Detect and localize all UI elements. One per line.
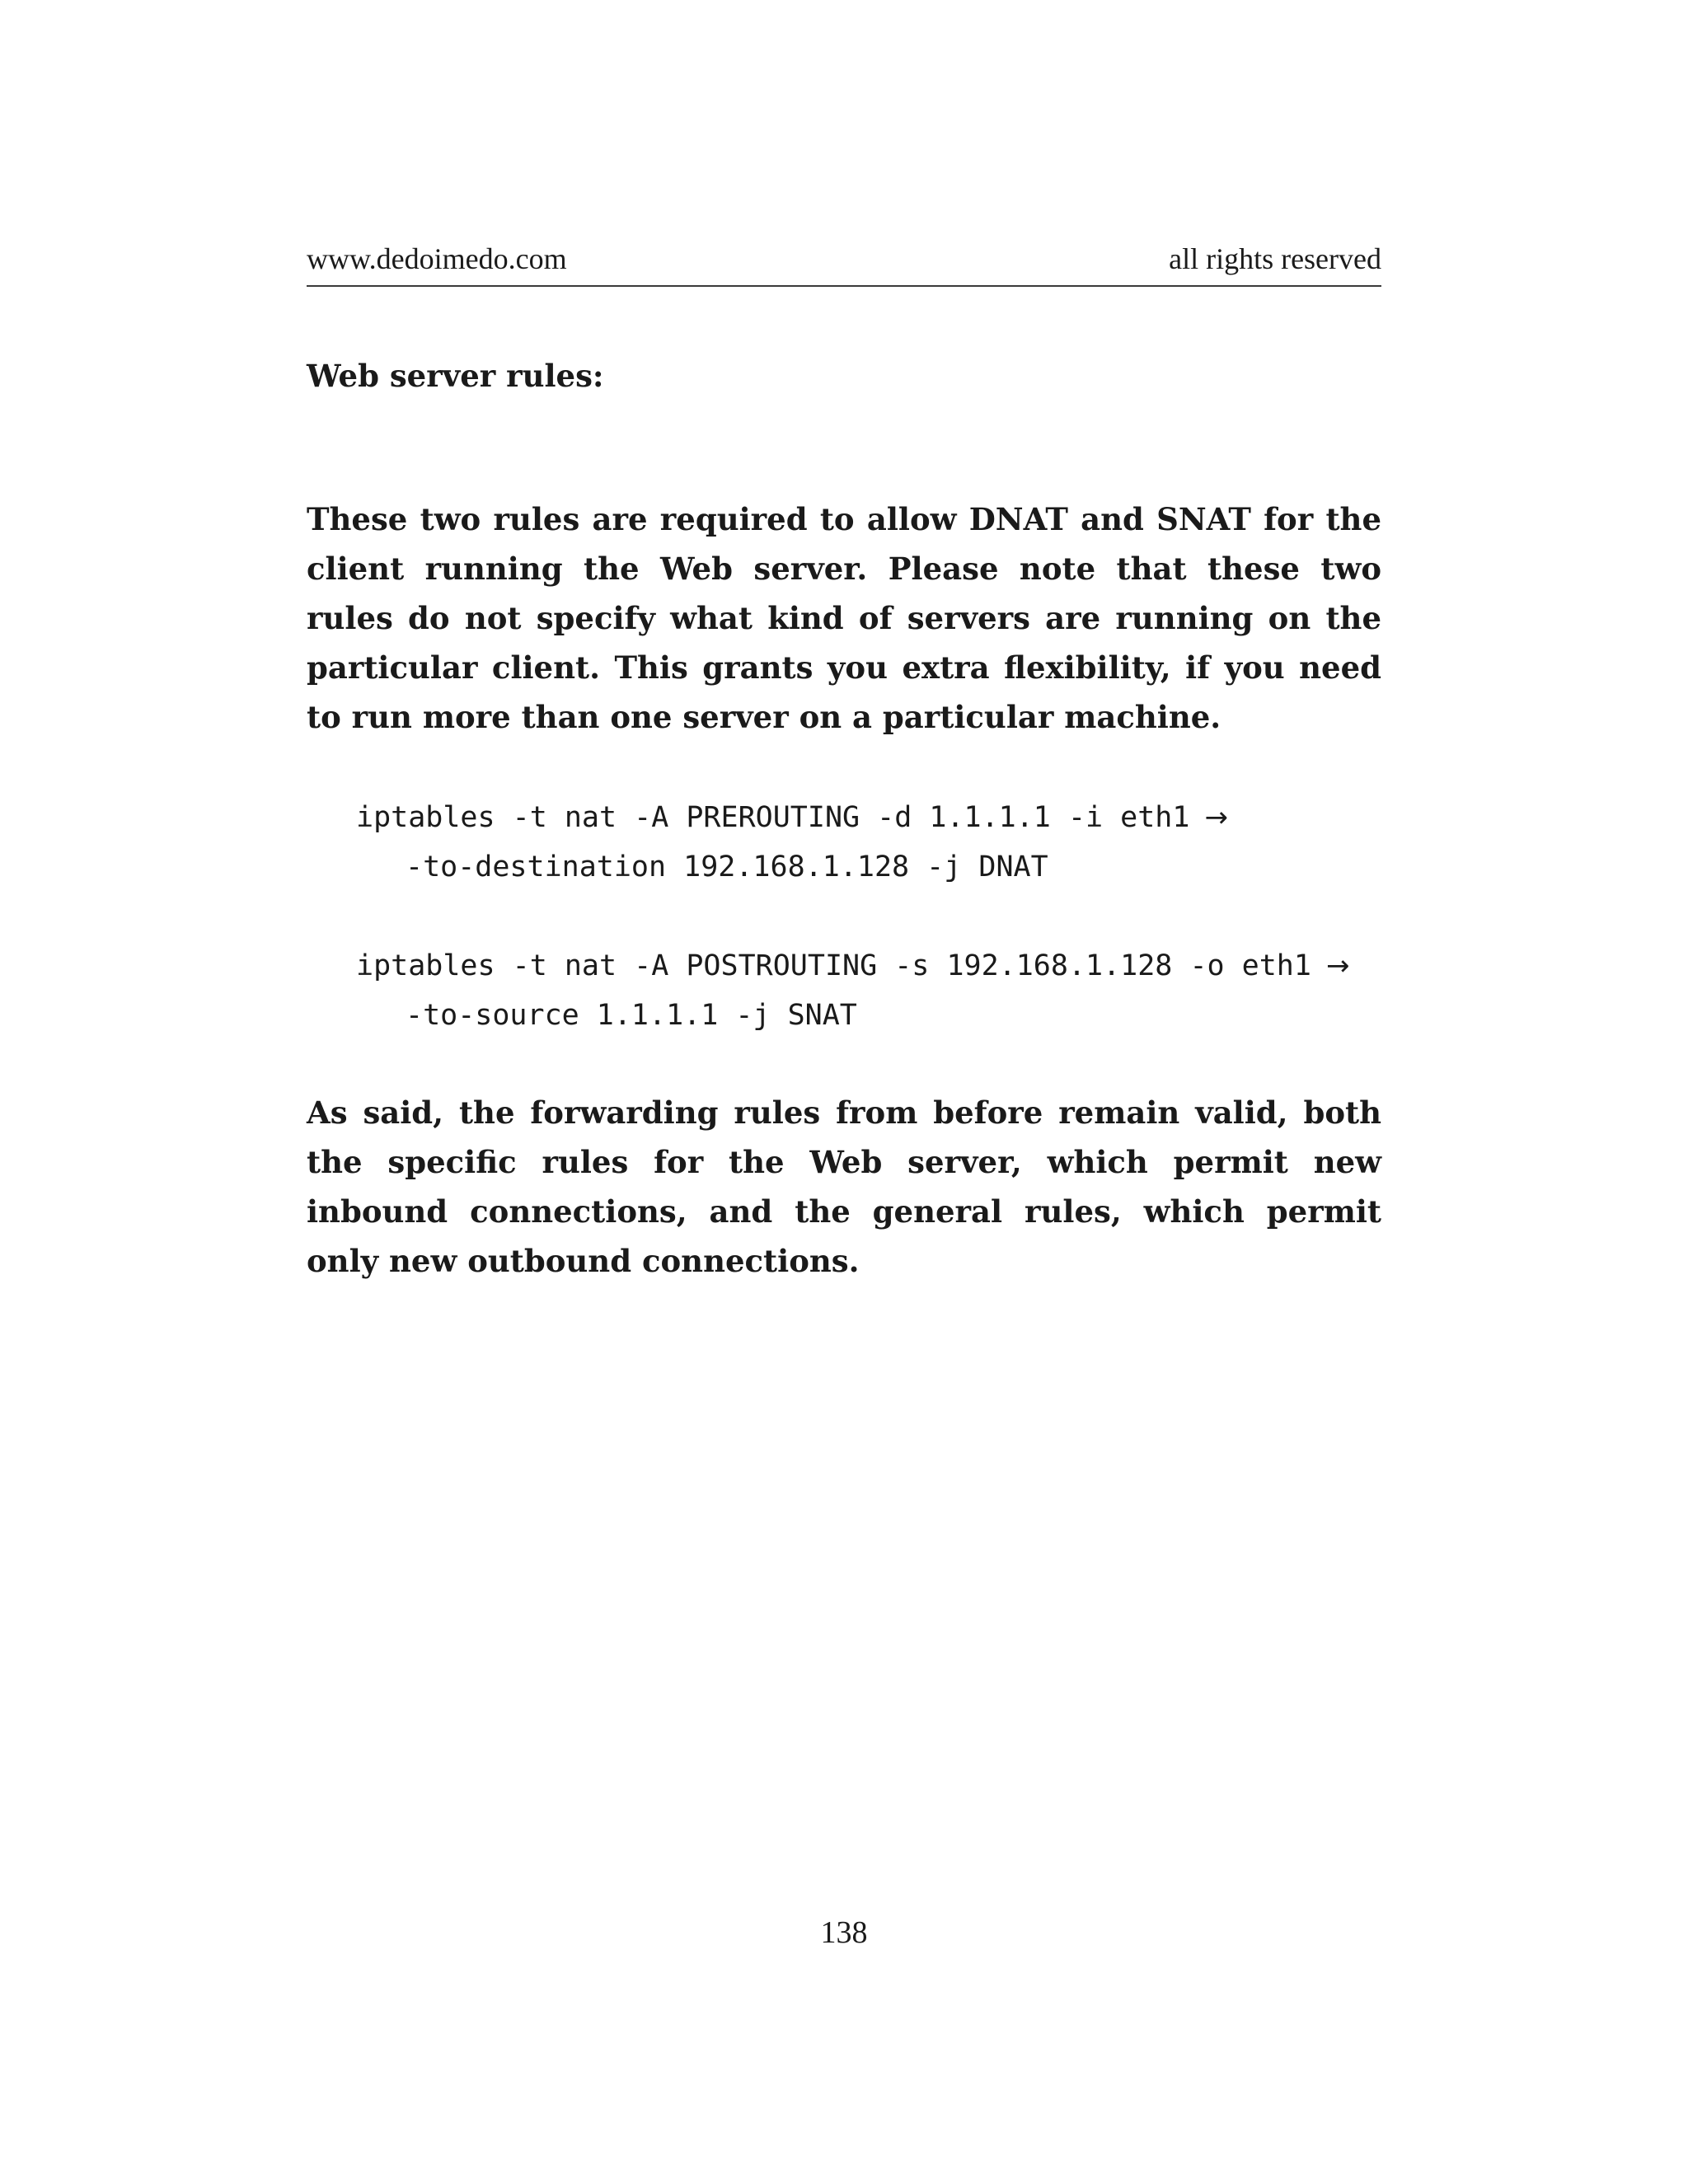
- code-line: [356, 941, 1370, 991]
- paragraph-intro: These two rules are required to allow DNAT and SNAT for the client running the Web server. Please note that these two rules do not specify what kind of servers are running on the particular client. This grants you extra flexibility, if you need to run more than one server on a particular machine.: [307, 501, 1381, 735]
- code-continuation: -to-destination 192.168.1.128 -j DNAT: [406, 851, 1048, 883]
- code-block-prerouting: [356, 793, 1370, 892]
- code-block-postrouting: [356, 941, 1370, 1040]
- code-line: [356, 793, 1370, 842]
- line-continuation-arrow-icon: →: [1325, 949, 1350, 982]
- line-continuation-arrow-icon: →: [1204, 801, 1228, 834]
- header-rights-notice: all rights reserved: [1169, 242, 1381, 275]
- page-header: [307, 241, 1381, 287]
- paragraph-forwarding-rules: As said, the forwarding rules from before remain valid, both the specific rules for the Web server, which permit new inbound connections, and the general rules, which permit only new outbound connections.: [307, 1094, 1381, 1279]
- section-heading: Web server rules:: [307, 358, 604, 394]
- code-continuation: -to-source 1.1.1.1 -j SNAT: [406, 999, 857, 1032]
- code-text: iptables -t nat -A POSTROUTING -s 192.168.1.128 -o eth1: [356, 949, 1311, 982]
- header-site-url: www.dedoimedo.com: [307, 242, 567, 275]
- code-text: iptables -t nat -A PREROUTING -d 1.1.1.1 -i eth1: [356, 801, 1190, 834]
- page-number: 138: [820, 1915, 868, 1950]
